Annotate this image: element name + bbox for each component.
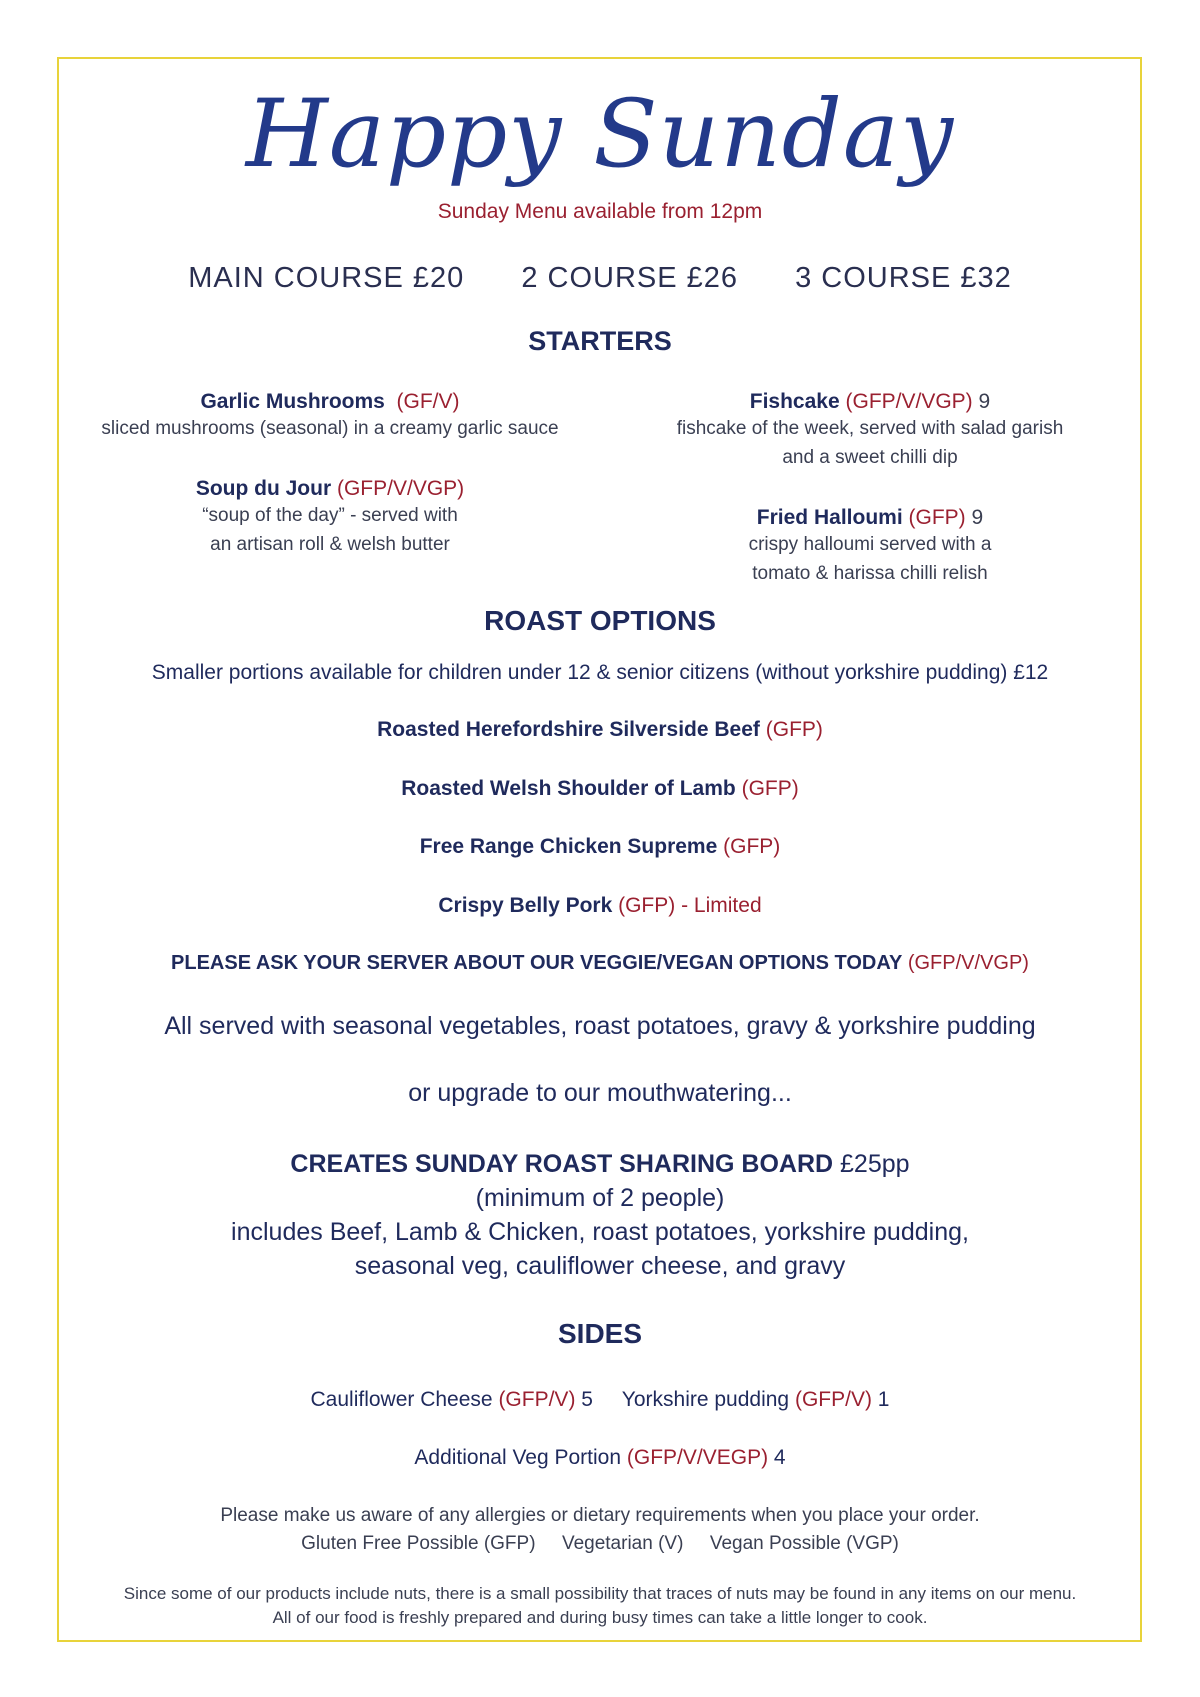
board-includes: includes Beef, Lamb & Chicken, roast potatoes, yorkshire pudding, bbox=[231, 1218, 969, 1246]
dish-price: 9 bbox=[978, 390, 991, 413]
starter-item bbox=[70, 477, 590, 559]
dish-name: Fishcake bbox=[749, 390, 840, 413]
dietary-tags: (GFP/V/VGP) bbox=[845, 390, 973, 413]
sharing-board bbox=[0, 1147, 1200, 1283]
dish-description: crispy halloumi served with a bbox=[748, 534, 992, 555]
menu-subtitle: Sunday Menu available from 12pm bbox=[437, 200, 763, 223]
roast-item bbox=[0, 894, 1200, 918]
dietary-tags: (GF/V) bbox=[396, 390, 460, 413]
course-prices bbox=[0, 262, 1200, 295]
board-includes: seasonal veg, cauliflower cheese, and gravy bbox=[354, 1252, 846, 1280]
roast-item bbox=[0, 718, 1200, 742]
board-minimum: (minimum of 2 people) bbox=[475, 1184, 725, 1212]
dish-name: Yorkshire pudding bbox=[621, 1388, 790, 1411]
dish-description: “soup of the day” - served with bbox=[202, 505, 458, 526]
dish-description: sliced mushrooms (seasonal) in a creamy garlic sauce bbox=[101, 418, 559, 439]
menu-title: Happy Sunday bbox=[245, 80, 955, 189]
veggie-options-note bbox=[0, 952, 1200, 975]
dish-name: Soup du Jour bbox=[195, 477, 332, 500]
starter-item bbox=[70, 390, 590, 443]
dietary-tags: (GFP/V/VEGP) bbox=[626, 1446, 769, 1469]
nuts-disclaimer: Since some of our products include nuts, there is a small possibility that traces of nuts may be found in any items on our menu. bbox=[123, 1584, 1077, 1603]
dish-name: Roasted Herefordshire Silverside Beef bbox=[377, 718, 760, 741]
legend-gfp: Gluten Free Possible (GFP) bbox=[301, 1533, 536, 1554]
roast-item bbox=[0, 835, 1200, 859]
allergy-note: Please make us aware of any allergies or dietary requirements when you place your order. bbox=[220, 1505, 980, 1526]
dish-name: Cauliflower Cheese bbox=[310, 1388, 493, 1411]
dish-name: Fried Halloumi bbox=[756, 506, 903, 529]
dish-description: an artisan roll & welsh butter bbox=[210, 534, 450, 555]
dietary-tags: (GFP) bbox=[723, 835, 781, 858]
price-main-course: MAIN COURSE £20 bbox=[188, 262, 465, 294]
starter-item bbox=[640, 506, 1100, 588]
sides-row bbox=[0, 1388, 1200, 1412]
upgrade-note: or upgrade to our mouthwatering... bbox=[408, 1079, 792, 1107]
sides-heading: SIDES bbox=[557, 1318, 643, 1349]
fresh-food-note: All of our food is freshly prepared and during busy times can take a little longer to cook. bbox=[272, 1608, 928, 1627]
board-name: CREATES SUNDAY ROAST SHARING BOARD bbox=[290, 1150, 834, 1178]
dietary-tags: (GFP/V) bbox=[498, 1388, 576, 1411]
dietary-tags: (GFP) - Limited bbox=[618, 894, 762, 917]
dish-name: Free Range Chicken Supreme bbox=[419, 835, 718, 858]
board-price: £25pp bbox=[840, 1150, 910, 1178]
dish-price: 1 bbox=[877, 1388, 890, 1411]
veggie-text: PLEASE ASK YOUR SERVER ABOUT OUR VEGGIE/VEGAN OPTIONS TODAY bbox=[171, 952, 903, 974]
dietary-tags: (GFP/V/VGP) bbox=[907, 952, 1029, 974]
side-item bbox=[0, 1446, 1200, 1470]
dish-description: and a sweet chilli dip bbox=[782, 447, 958, 468]
price-two-course: 2 COURSE £26 bbox=[521, 262, 739, 294]
side-item bbox=[311, 1388, 593, 1411]
dietary-tags: (GFP) bbox=[741, 777, 799, 800]
dish-description: fishcake of the week, served with salad garish bbox=[676, 418, 1064, 439]
dietary-tags: (GFP) bbox=[908, 506, 966, 529]
starter-item bbox=[640, 390, 1100, 472]
dietary-tags: (GFP/V) bbox=[794, 1388, 872, 1411]
dish-name: Roasted Welsh Shoulder of Lamb bbox=[401, 777, 736, 800]
dietary-legend bbox=[0, 1533, 1200, 1555]
dish-price: 4 bbox=[773, 1446, 786, 1469]
dish-price: 9 bbox=[971, 506, 984, 529]
dish-name: Garlic Mushrooms bbox=[200, 390, 385, 413]
roast-heading: ROAST OPTIONS bbox=[484, 605, 716, 636]
starters-heading: STARTERS bbox=[528, 326, 672, 356]
smaller-portions-note: Smaller portions available for children under 12 & senior citizens (without yorkshire pudding) £12 bbox=[151, 661, 1049, 684]
dish-description: tomato & harissa chilli relish bbox=[752, 563, 988, 584]
price-three-course: 3 COURSE £32 bbox=[795, 262, 1012, 294]
dish-name: Crispy Belly Pork bbox=[438, 894, 613, 917]
roast-item bbox=[0, 777, 1200, 801]
dish-name: Additional Veg Portion bbox=[414, 1446, 622, 1469]
legend-vgp: Vegan Possible (VGP) bbox=[709, 1533, 899, 1554]
dish-price: 5 bbox=[581, 1388, 593, 1411]
dietary-tags: (GFP) bbox=[765, 718, 823, 741]
legend-v: Vegetarian (V) bbox=[561, 1533, 684, 1554]
dietary-tags: (GFP/V/VGP) bbox=[336, 477, 465, 500]
served-with-note: All served with seasonal vegetables, roast potatoes, gravy & yorkshire pudding bbox=[164, 1012, 1036, 1040]
side-item bbox=[622, 1388, 890, 1411]
